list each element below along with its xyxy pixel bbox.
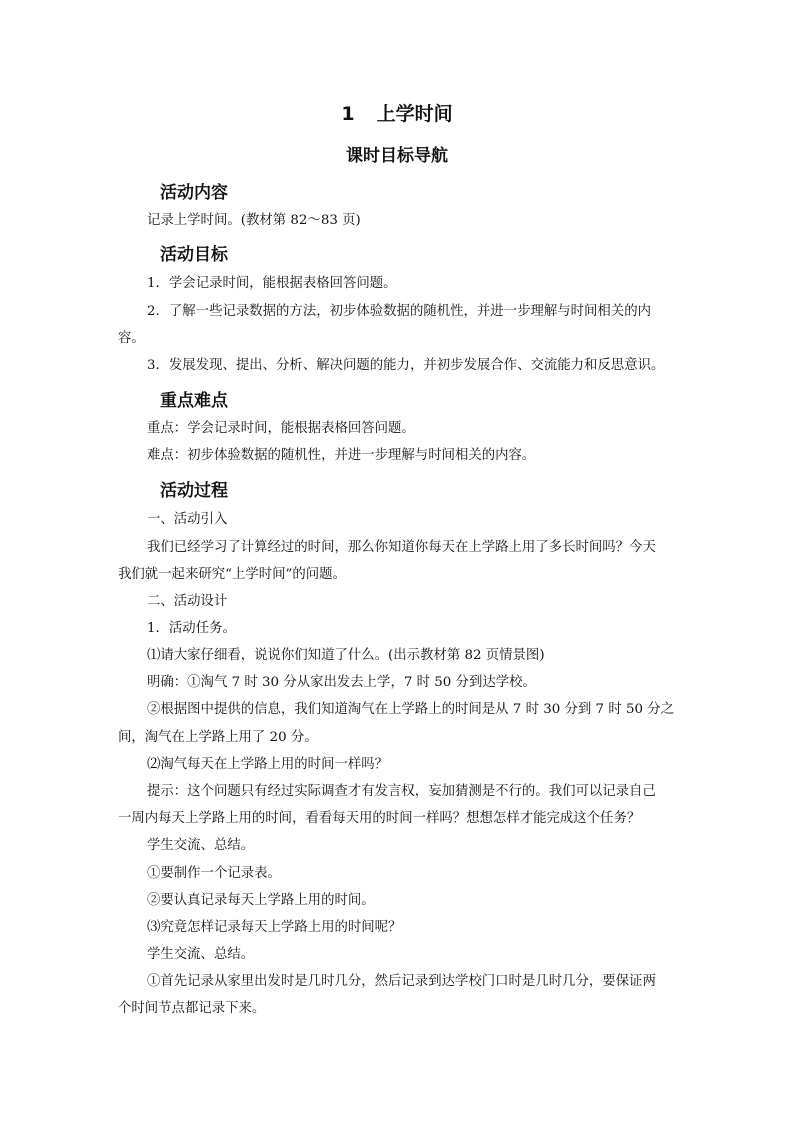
goal-2-line-1: 2．了解一些记录数据的方法，初步体验数据的随机性，并进一步理解与时间相关的内 (147, 304, 651, 319)
summary-1: 学生交流、总结。 (147, 838, 255, 853)
summary-1-item-1: ①要制作一个记录表。 (147, 866, 281, 881)
lesson-title (0, 99, 794, 126)
lesson-subtitle: 课时目标导航 (346, 146, 448, 166)
heading-activity-process: 活动过程 (160, 481, 228, 501)
summary-2-line-2: 个时间节点都记录下来。 (118, 1001, 266, 1016)
key-point-text: 重点：学会记录时间，能根据表格回答问题。 (147, 421, 415, 436)
goal-1: 1．学会记录时间，能根据表格回答问题。 (147, 276, 397, 291)
process-part-2: 二、活动设计 (147, 594, 228, 609)
info-line-2: 间，淘气在上学路上用了 20 分。 (118, 730, 318, 745)
summary-2-line-1: ①首先记录从家里出发时是几时几分，然后记录到达学校门口时是几时几分，要保证两 (147, 974, 656, 989)
intro-line-1: 我们已经学习了计算经过的时间，那么你知道你每天在上学路上用了多长时间吗？今天 (147, 540, 656, 555)
clarify-text: 明确：①淘气 7 时 30 分从家出发去上学，7 时 50 分到达学校。 (147, 675, 536, 690)
hint-line-2: 一周内每天上学路上用的时间，看看每天用的时间一样吗？想想怎样才能完成这个任务？ (118, 811, 641, 826)
activity-task: 1．活动任务。 (147, 621, 236, 636)
question-3: ⑶究竟怎样记录每天上学路上用的时间呢？ (147, 920, 402, 935)
summary-2: 学生交流、总结。 (147, 947, 255, 962)
goal-3: 3．发展发现、提出、分析、解决问题的能力，并初步发展合作、交流能力和反思意识。 (147, 358, 665, 373)
difficulty-text: 难点：初步体验数据的随机性，并进一步理解与时间相关的内容。 (147, 448, 536, 463)
lesson-number: 1 (341, 103, 355, 125)
intro-line-2: 我们就一起来研究“上学时间”的问题。 (118, 567, 346, 582)
heading-activity-content: 活动内容 (160, 183, 228, 203)
process-part-1: 一、活动引入 (147, 512, 228, 527)
info-line-1: ②根据图中提供的信息，我们知道淘气在上学路上的时间是从 7 时 30 分到 7 时 50 分之 (147, 702, 675, 717)
heading-activity-goals: 活动目标 (160, 245, 228, 265)
goal-2-line-2: 容。 (118, 331, 145, 346)
question-1: ⑴请大家仔细看，说说你们知道了什么。(出示教材第 82 页情景图) (147, 648, 545, 663)
hint-line-1: 提示：这个问题只有经过实际调查才有发言权，妄加猜测是不行的。我们可以记录自己 (147, 784, 656, 799)
summary-1-item-2: ②要认真记录每天上学路上用的时间。 (147, 893, 375, 908)
heading-key-points: 重点难点 (160, 391, 228, 411)
activity-content-text: 记录上学时间。(教材第 82～83 页) (147, 213, 361, 228)
lesson-title-text: 上学时间 (376, 103, 453, 125)
question-2: ⑵淘气每天在上学路上用的时间一样吗？ (147, 757, 389, 772)
